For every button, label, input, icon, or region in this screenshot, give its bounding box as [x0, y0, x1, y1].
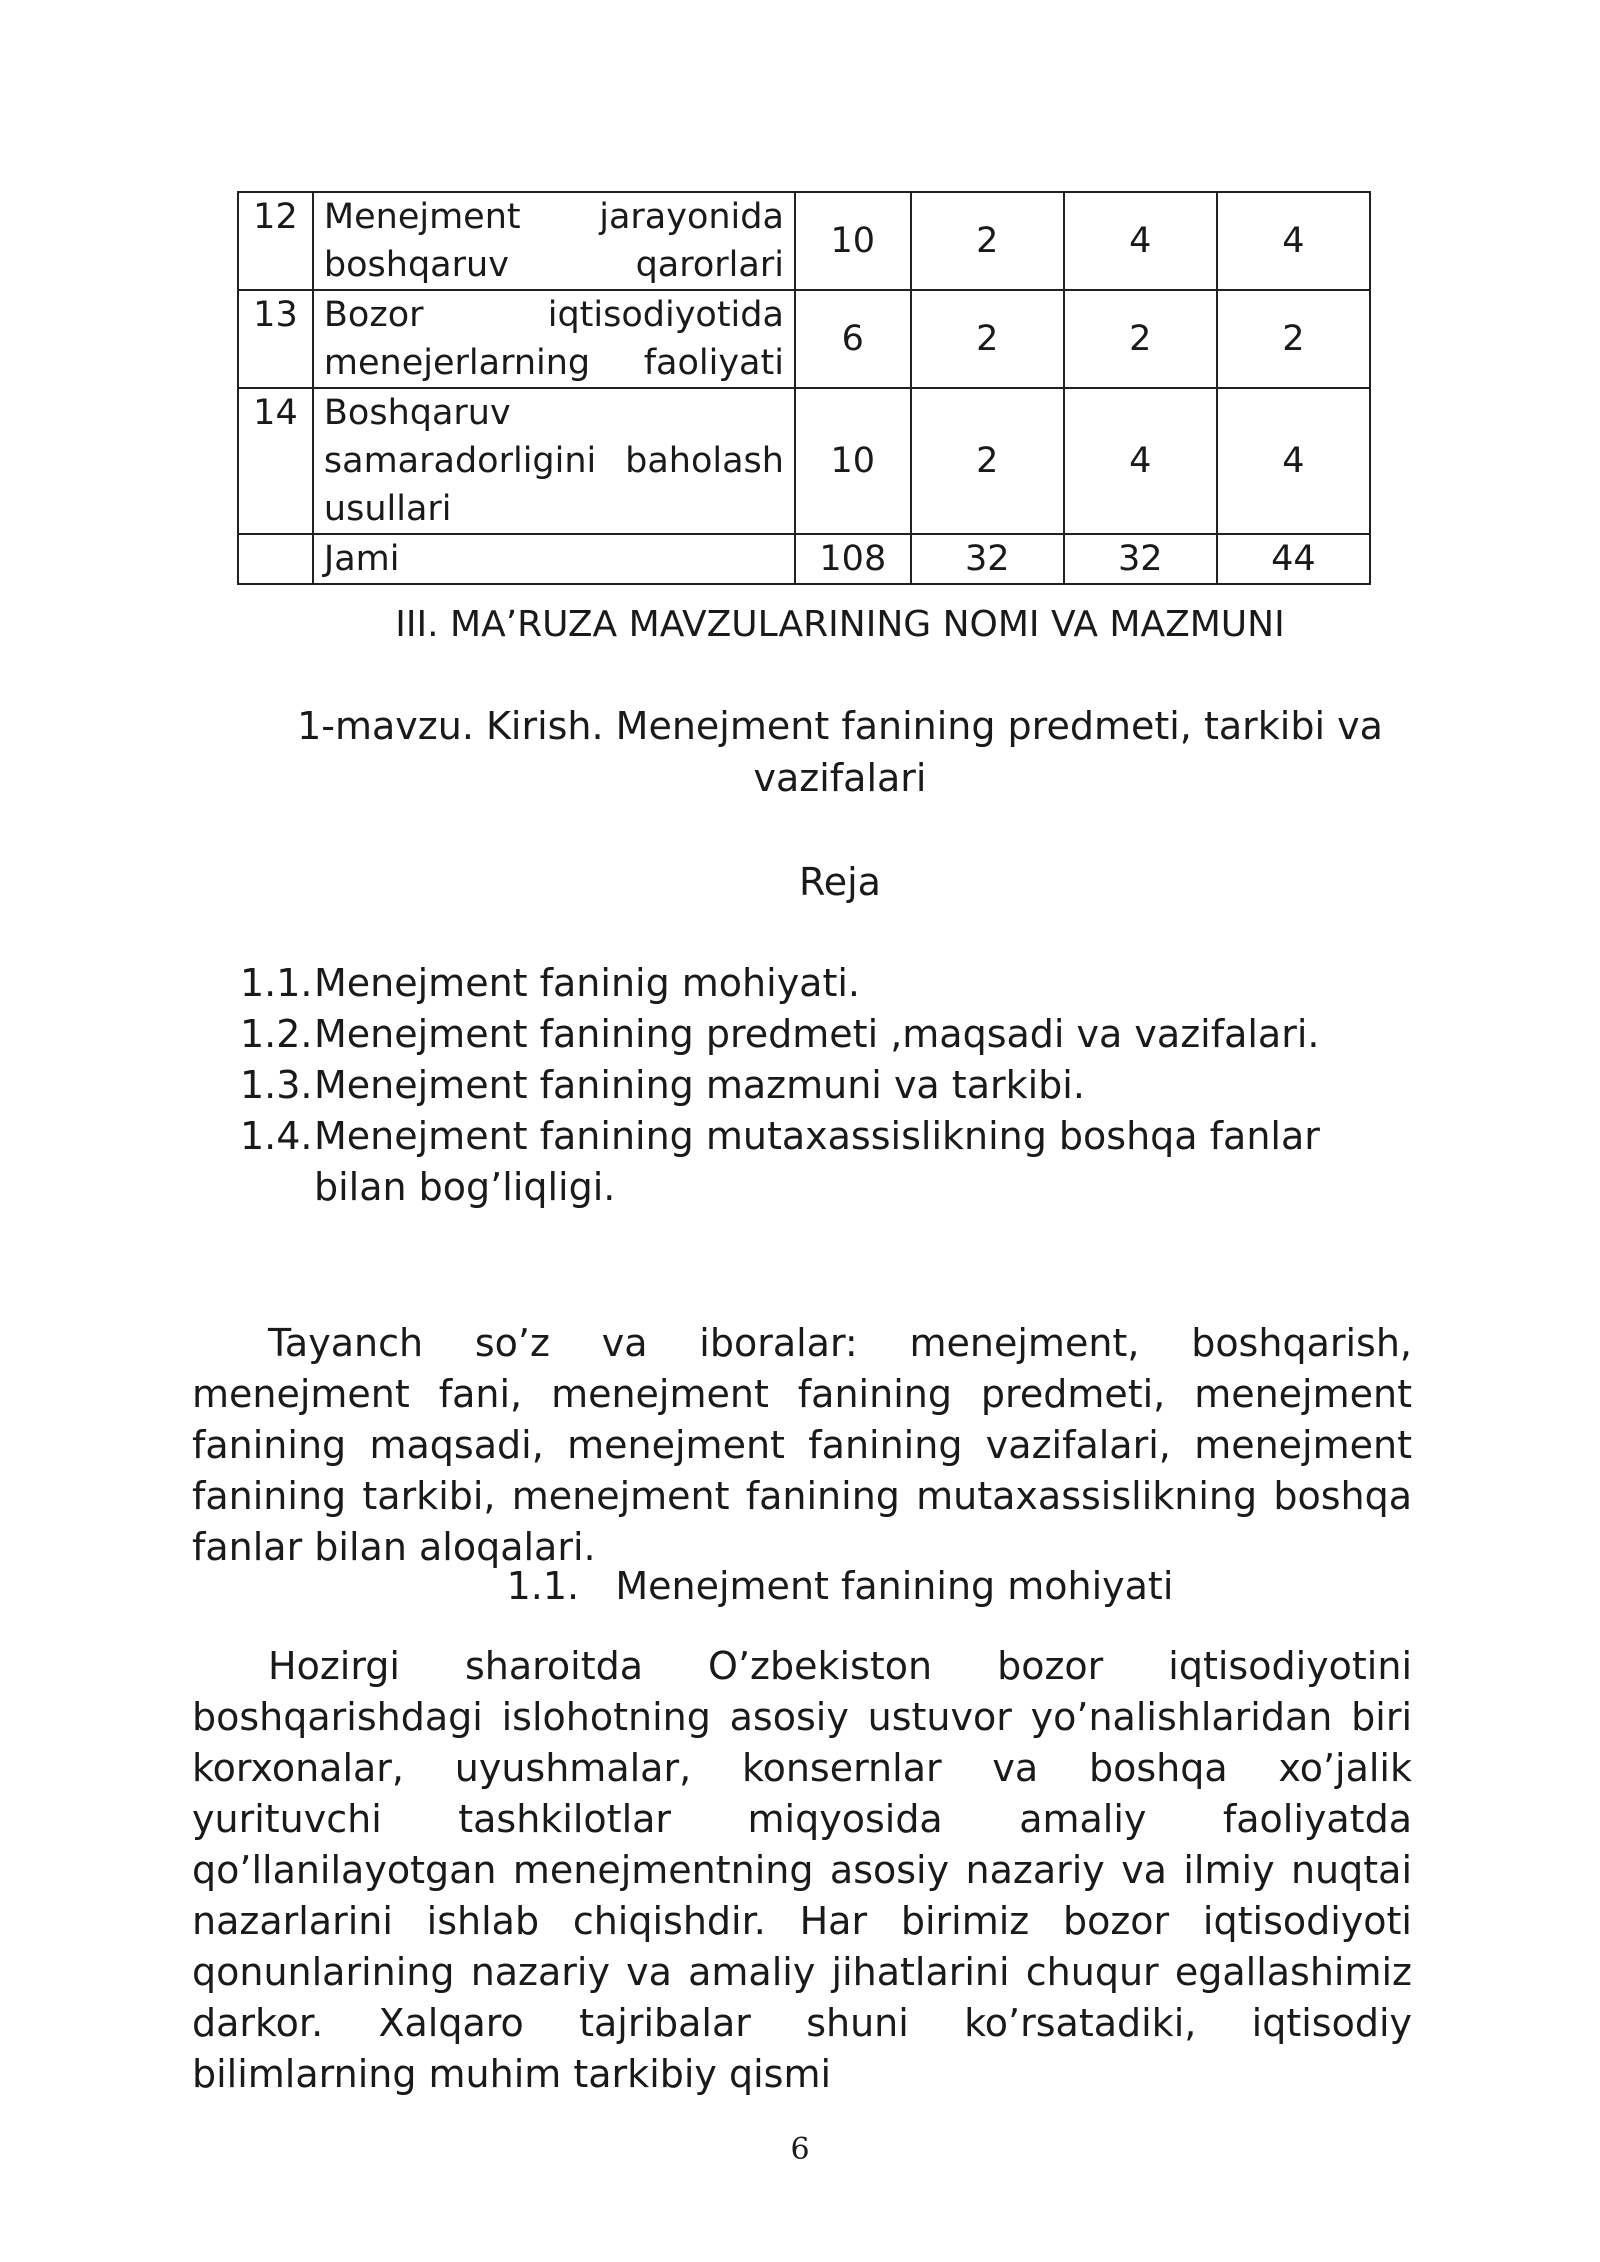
table-row: [238, 192, 1370, 290]
plan-item-number: 1.1.: [240, 961, 313, 1005]
subsection-title: 1.1. Menejment fanining mohiyati: [506, 1564, 1174, 1608]
topic-title: 1-mavzu. Kirish. Menejment fanining predmeti, tarkibi va vazifalari: [297, 704, 1383, 800]
list-item: [240, 1111, 1420, 1213]
body-paragraph: Hozirgi sharoitda O’zbekiston bozor iqtisodiyotini boshqarishdagi islohotning asosiy ustuvor yo’nalishlaridan biri korxonalar, uyushmalar, konsernlar va boshqa xo’jalik yurituvchi tashkilotlar miqyosida amaliy faoliyatda qo’llanilayotgan menejmentning asosiy nazariy va ilmiy nuqtai nazarlarini ishlab chiqishdir. Har birimiz bozor iqtisodiyoti qonunlarining nazariy va amaliy jihatlarini chuqur egallashimiz darkor. Xalqaro tajribalar shuni ko’rsatadiki, iqtisodiy bilimlarning muhim tarkibiy qismi: [192, 1644, 1412, 2096]
table-row: [238, 388, 1370, 534]
hours-col-2: 32: [911, 534, 1064, 584]
table-row: [238, 290, 1370, 388]
row-number: 13: [238, 290, 313, 388]
hours-col-3: 2: [1064, 290, 1217, 388]
topics-table: [237, 191, 1371, 585]
topic-name: Menejment jarayonida boshqaruv qarorlari: [313, 192, 795, 290]
row-number: 14: [238, 388, 313, 534]
plan-list: [240, 958, 1420, 1213]
plan-item-text: Menejment fanining mazmuni va tarkibi.: [314, 1063, 1085, 1107]
keywords-paragraph: Tayanch so’z va iboralar: menejment, boshqarish, menejment fani, menejment fanining predmeti, menejment fanining maqsadi, menejment fanining vazifalari, menejment fanining tarkibi, menejment fanining mutaxassislikning boshqa fanlar bilan aloqalari.: [192, 1321, 1412, 1569]
hours-total: 108: [795, 534, 911, 584]
plan-item-text: Menejment fanining predmeti ,maqsadi va vazifalari.: [314, 1012, 1320, 1056]
hours-col-2: 2: [911, 388, 1064, 534]
page-number: 6: [790, 2132, 810, 2167]
topic-name: Bozor iqtisodiyotida menejerlarning faoliyati: [313, 290, 795, 388]
hours-col-3: 4: [1064, 388, 1217, 534]
row-number: 12: [238, 192, 313, 290]
total-label: Jami: [313, 534, 795, 584]
plan-title: Reja: [799, 860, 881, 904]
hours-col-4: 4: [1217, 388, 1370, 534]
hours-col-2: 2: [911, 192, 1064, 290]
hours-col-2: 2: [911, 290, 1064, 388]
hours-col-4: 44: [1217, 534, 1370, 584]
hours-col-3: 4: [1064, 192, 1217, 290]
list-item: [240, 1060, 1420, 1111]
plan-item-number: 1.2.: [240, 1012, 313, 1056]
plan-item-text: Menejment faninig mohiyati.: [314, 961, 861, 1005]
plan-item-text: Menejment fanining mutaxassislikning boshqa fanlar bilan bog’liqligi.: [314, 1114, 1320, 1209]
plan-item-number: 1.4.: [240, 1114, 313, 1158]
row-number: [238, 534, 313, 584]
list-item: [240, 1009, 1420, 1060]
hours-total: 10: [795, 192, 911, 290]
hours-total: 6: [795, 290, 911, 388]
hours-col-3: 32: [1064, 534, 1217, 584]
plan-item-number: 1.3.: [240, 1063, 313, 1107]
hours-col-4: 4: [1217, 192, 1370, 290]
section-title: III. MA’RUZA MAVZULARINING NOMI VA MAZMUNI: [395, 604, 1285, 645]
hours-col-4: 2: [1217, 290, 1370, 388]
topic-name: Boshqaruv samaradorligini baholash usullari: [313, 388, 795, 534]
table-total-row: [238, 534, 1370, 584]
hours-total: 10: [795, 388, 911, 534]
list-item: [240, 958, 1420, 1009]
